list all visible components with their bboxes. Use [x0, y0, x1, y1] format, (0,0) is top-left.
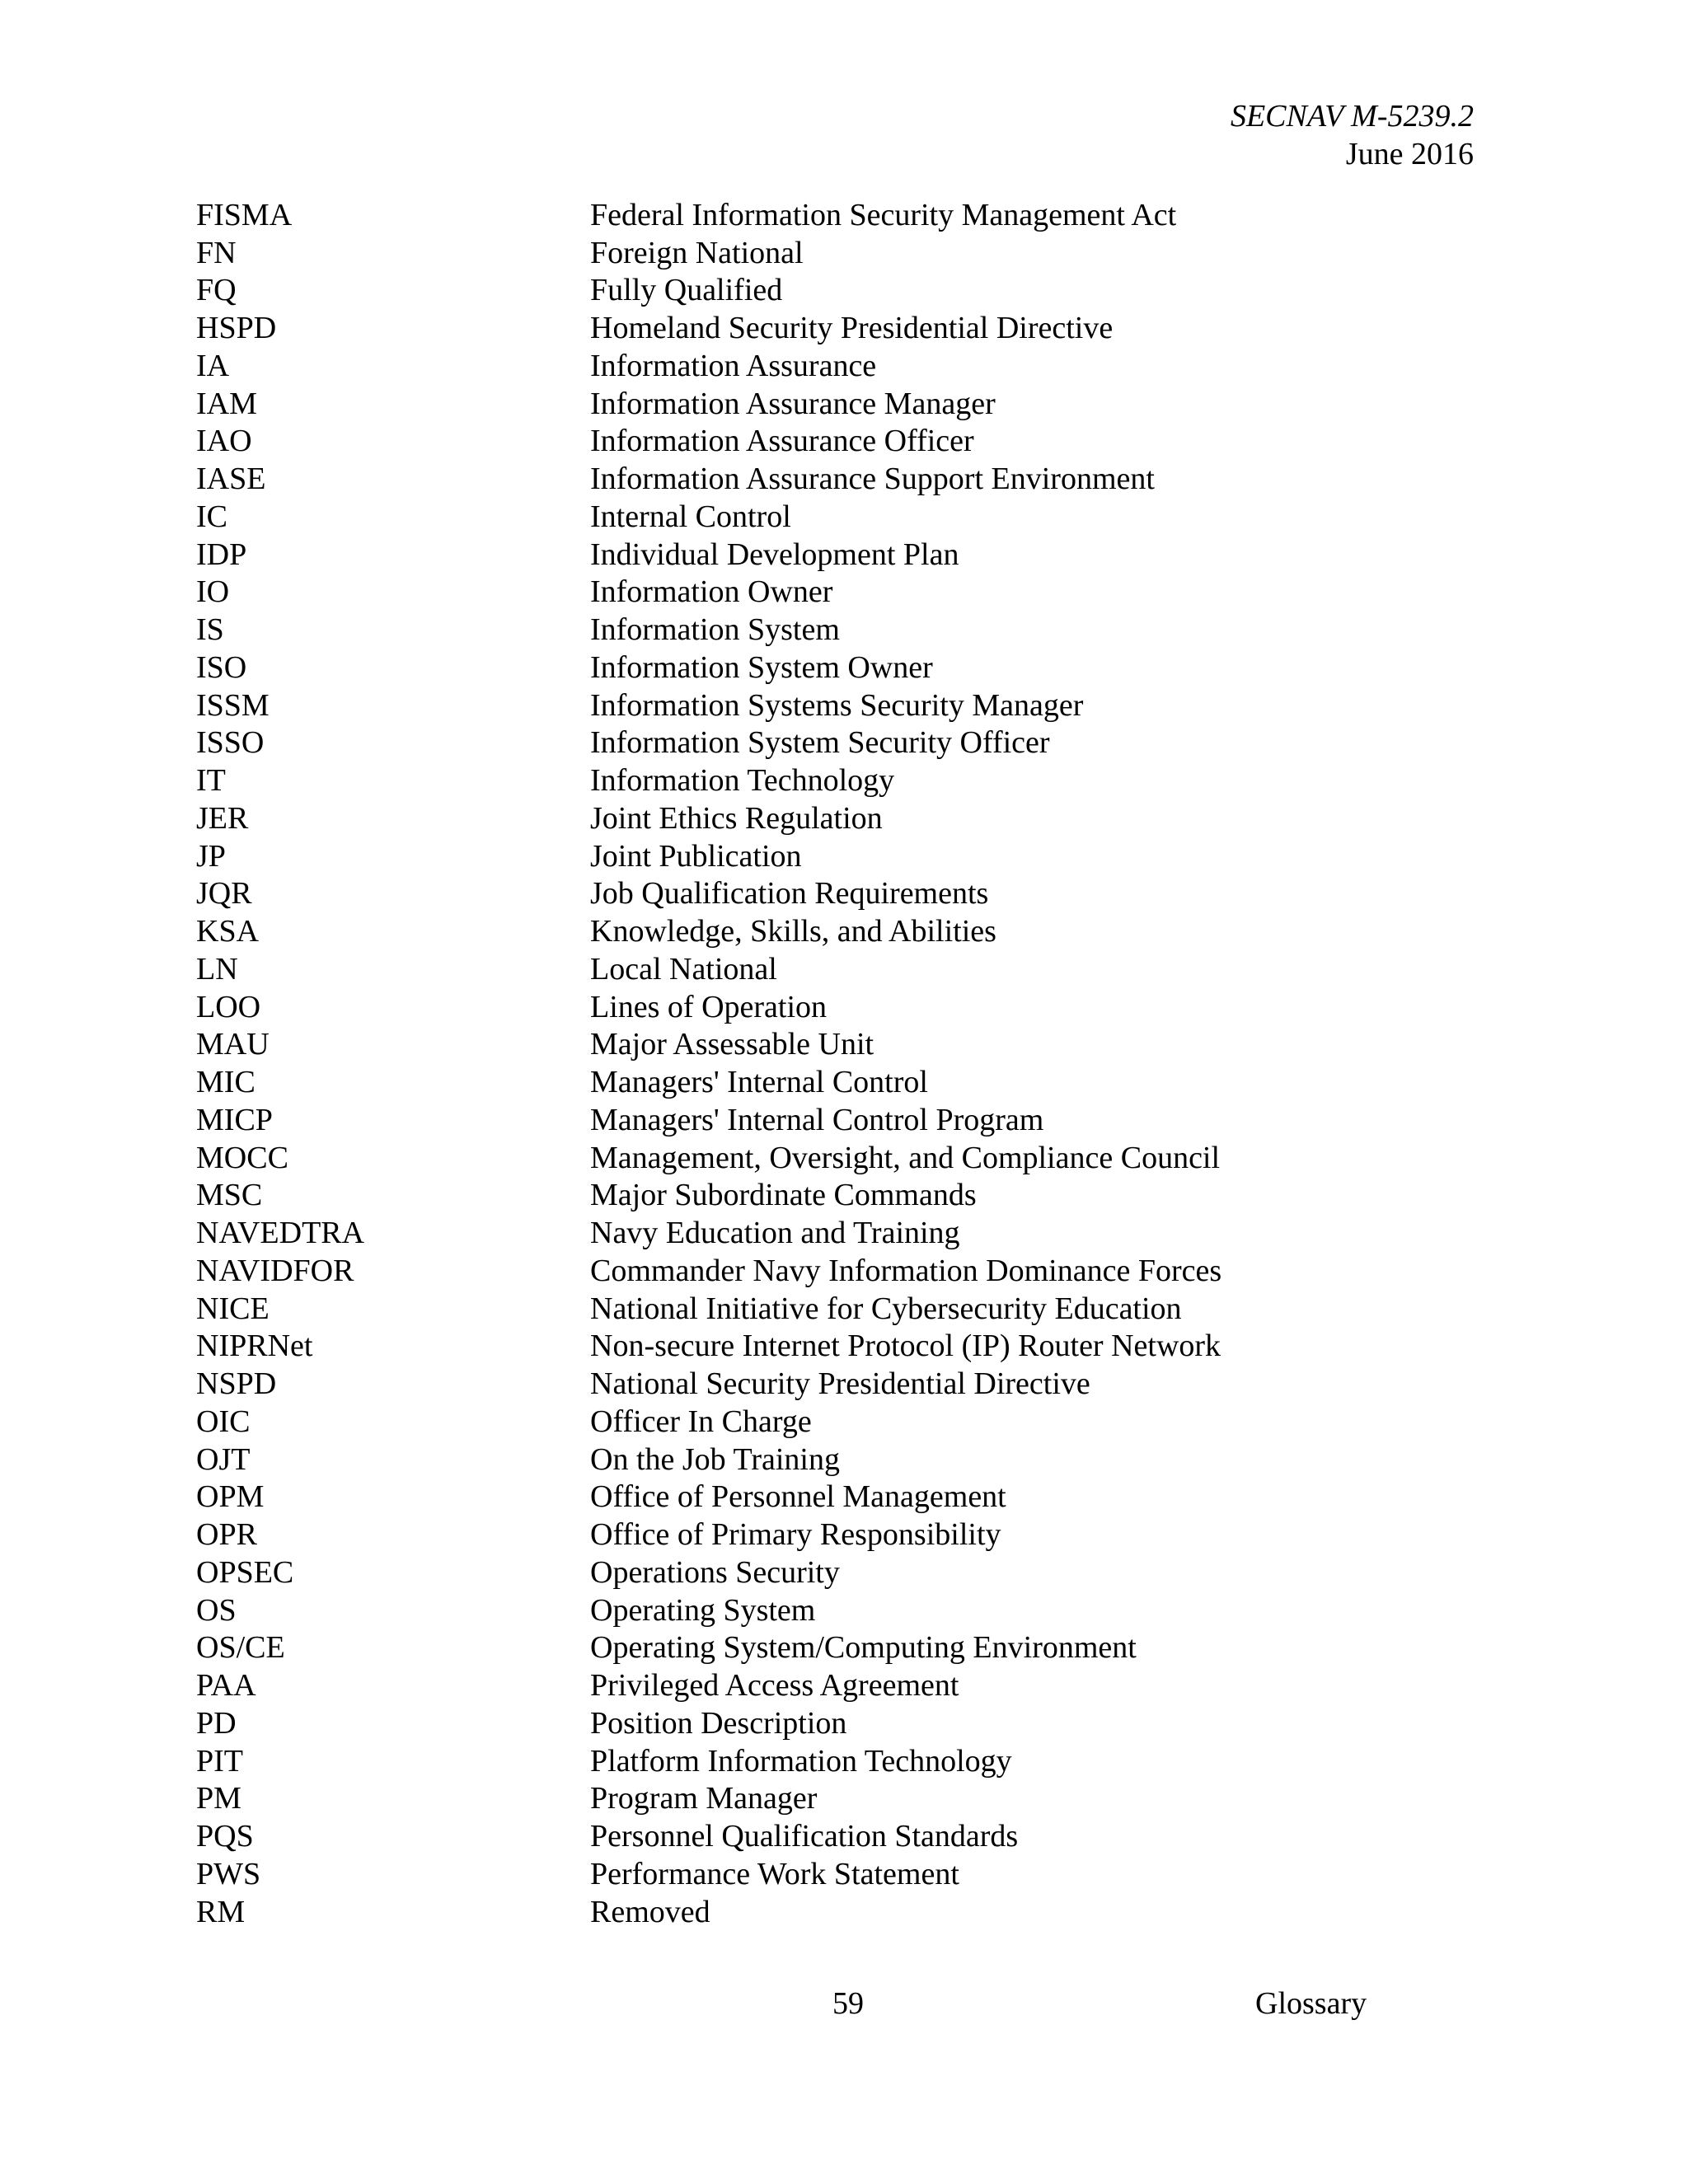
- glossary-abbreviation: PIT: [196, 1743, 243, 1779]
- document-date: June 2016: [1345, 137, 1474, 171]
- glossary-abbreviation: NAVIDFOR: [196, 1253, 354, 1288]
- glossary-abbreviation: IA: [196, 348, 230, 383]
- glossary-row: [196, 1290, 1482, 1328]
- glossary-definition: National Initiative for Cybersecurity Education: [590, 1291, 1182, 1326]
- glossary-abbreviation: IO: [196, 574, 230, 610]
- glossary-abbreviation: JER: [196, 800, 249, 836]
- glossary-row: [196, 385, 1482, 423]
- glossary-definition: Managers' Internal Control: [590, 1065, 928, 1100]
- glossary-row: [196, 1177, 1482, 1215]
- glossary-row: [196, 1666, 1482, 1704]
- glossary-abbreviation: NIPRNet: [196, 1329, 313, 1364]
- glossary-row: [196, 498, 1482, 536]
- glossary-abbreviation: JQR: [196, 876, 252, 912]
- glossary-row: [196, 1591, 1482, 1629]
- glossary-definition: Privileged Access Agreement: [590, 1668, 959, 1704]
- glossary-abbreviation: PD: [196, 1705, 237, 1741]
- glossary-definition: Information System Security Officer: [590, 725, 1050, 761]
- glossary-definition: Operating System/Computing Environment: [590, 1630, 1137, 1666]
- glossary-row: [196, 272, 1482, 310]
- glossary-row: [196, 1139, 1482, 1177]
- section-name: Glossary: [1255, 1986, 1367, 2021]
- glossary-abbreviation: PAA: [196, 1668, 256, 1704]
- glossary-definition: Major Subordinate Commands: [590, 1178, 977, 1213]
- glossary-definition: Foreign National: [590, 235, 804, 270]
- glossary-abbreviation: MIC: [196, 1065, 256, 1100]
- glossary-definition: Information Assurance Officer: [590, 424, 974, 459]
- glossary-abbreviation: OPR: [196, 1517, 257, 1553]
- glossary-abbreviation: RM: [196, 1894, 246, 1929]
- glossary-row: [196, 1479, 1482, 1516]
- glossary-definition: Information System Owner: [590, 649, 933, 685]
- page-footer: [0, 1985, 1688, 2022]
- glossary-row: [196, 1780, 1482, 1818]
- glossary-abbreviation: JP: [196, 838, 226, 874]
- glossary-definition: Navy Education and Training: [590, 1216, 960, 1251]
- glossary-row: [196, 1516, 1482, 1554]
- glossary-abbreviation: ISO: [196, 649, 247, 685]
- glossary-definition: Information Assurance Support Environment: [590, 462, 1155, 497]
- glossary-abbreviation: NICE: [196, 1291, 270, 1326]
- glossary-definition: Non-secure Internet Protocol (IP) Router Network: [590, 1329, 1221, 1364]
- glossary-definition: Information Owner: [590, 574, 833, 610]
- glossary-abbreviation: PWS: [196, 1856, 261, 1891]
- glossary-abbreviation: HSPD: [196, 311, 277, 346]
- glossary-abbreviation: ISSO: [196, 725, 265, 761]
- glossary-row: [196, 1252, 1482, 1290]
- glossary-abbreviation: LN: [196, 951, 238, 987]
- glossary-row: [196, 234, 1482, 272]
- glossary-definition: Removed: [590, 1894, 710, 1929]
- glossary-row: [196, 536, 1482, 574]
- glossary-row: [196, 837, 1482, 875]
- glossary-row: [196, 912, 1482, 950]
- page-header: [1231, 97, 1474, 173]
- glossary-row: [196, 1214, 1482, 1252]
- glossary-definition: On the Job Training: [590, 1441, 840, 1477]
- page-number: 59: [832, 1986, 864, 2021]
- glossary-abbreviation: LOO: [196, 989, 261, 1024]
- glossary-definition: Program Manager: [590, 1781, 818, 1816]
- glossary-definition: Management, Oversight, and Compliance Council: [590, 1140, 1221, 1175]
- glossary-row: [196, 799, 1482, 837]
- glossary-abbreviation: IAM: [196, 386, 257, 421]
- glossary-row: [196, 950, 1482, 988]
- glossary-definition: Information Assurance Manager: [590, 386, 996, 421]
- glossary-abbreviation: MICP: [196, 1102, 273, 1137]
- glossary-abbreviation: OPSEC: [196, 1554, 294, 1590]
- glossary-row: [196, 574, 1482, 612]
- glossary-definition: Information Systems Security Manager: [590, 687, 1084, 723]
- glossary-definition: Individual Development Plan: [590, 537, 959, 572]
- glossary-row: [196, 1365, 1482, 1403]
- glossary-abbreviation: IS: [196, 612, 224, 648]
- glossary-definition: Local National: [590, 951, 777, 987]
- glossary-row: [196, 687, 1482, 724]
- glossary-row: [196, 1328, 1482, 1366]
- glossary-row: [196, 1704, 1482, 1742]
- glossary-definition: Joint Ethics Regulation: [590, 800, 883, 836]
- glossary-row: [196, 1403, 1482, 1441]
- glossary-abbreviation: ISSM: [196, 687, 270, 723]
- glossary-definition: Officer In Charge: [590, 1404, 812, 1439]
- glossary-row: [196, 309, 1482, 347]
- glossary-row: [196, 1742, 1482, 1780]
- glossary-abbreviation: FN: [196, 235, 237, 270]
- glossary-abbreviation: OS/CE: [196, 1630, 285, 1666]
- glossary-row: [196, 1101, 1482, 1139]
- glossary-row: [196, 1893, 1482, 1931]
- glossary-definition: Lines of Operation: [590, 989, 828, 1024]
- glossary-row: [196, 347, 1482, 385]
- glossary-row: [196, 1817, 1482, 1855]
- glossary-definition: Joint Publication: [590, 838, 802, 874]
- glossary-abbreviation: IT: [196, 763, 226, 799]
- glossary-abbreviation: NAVEDTRA: [196, 1216, 365, 1251]
- glossary-abbreviation: IC: [196, 499, 227, 534]
- glossary-abbreviation: MAU: [196, 1027, 270, 1062]
- glossary-abbreviation: NSPD: [196, 1366, 277, 1402]
- glossary-definition: Personnel Qualification Standards: [590, 1819, 1019, 1854]
- glossary-abbreviation: IDP: [196, 537, 247, 572]
- glossary-abbreviation: OPM: [196, 1479, 265, 1515]
- glossary-row: [196, 423, 1482, 461]
- glossary-row: [196, 649, 1482, 687]
- glossary-abbreviation: FISMA: [196, 197, 293, 232]
- glossary-definition: Office of Primary Responsibility: [590, 1517, 1001, 1553]
- glossary-definition: Performance Work Statement: [590, 1856, 959, 1891]
- glossary-abbreviation: OS: [196, 1592, 237, 1628]
- glossary-definition: Information System: [590, 612, 840, 648]
- glossary-row: [196, 1063, 1482, 1101]
- glossary-row: [196, 196, 1482, 234]
- glossary-row: [196, 460, 1482, 498]
- glossary-definition: Knowledge, Skills, and Abilities: [590, 914, 996, 949]
- glossary-abbreviation: FQ: [196, 273, 237, 308]
- glossary-definition: Platform Information Technology: [590, 1743, 1012, 1779]
- glossary-definition: Internal Control: [590, 499, 791, 534]
- glossary-row: [196, 988, 1482, 1026]
- glossary-abbreviation: OIC: [196, 1404, 251, 1439]
- glossary-definition: Information Assurance: [590, 348, 877, 383]
- glossary-abbreviation: OJT: [196, 1441, 251, 1477]
- glossary-row: [196, 1855, 1482, 1893]
- glossary-list: [196, 196, 1482, 1931]
- glossary-definition: Office of Personnel Management: [590, 1479, 1006, 1515]
- glossary-abbreviation: IASE: [196, 462, 266, 497]
- document-id: SECNAV M-5239.2: [1230, 99, 1474, 134]
- glossary-row: [196, 724, 1482, 762]
- glossary-definition: Commander Navy Information Dominance Forces: [590, 1253, 1222, 1288]
- glossary-definition: National Security Presidential Directive: [590, 1366, 1090, 1402]
- glossary-definition: Operating System: [590, 1592, 816, 1628]
- glossary-row: [196, 1629, 1482, 1667]
- glossary-definition: Homeland Security Presidential Directive: [590, 311, 1114, 346]
- glossary-abbreviation: PM: [196, 1781, 241, 1816]
- glossary-definition: Position Description: [590, 1705, 847, 1741]
- glossary-definition: Major Assessable Unit: [590, 1027, 874, 1062]
- glossary-definition: Job Qualification Requirements: [590, 876, 989, 912]
- glossary-definition: Fully Qualified: [590, 273, 783, 308]
- glossary-abbreviation: MOCC: [196, 1140, 288, 1175]
- glossary-definition: Information Technology: [590, 763, 895, 799]
- glossary-row: [196, 611, 1482, 649]
- glossary-definition: Federal Information Security Management Act: [590, 197, 1177, 232]
- glossary-row: [196, 1441, 1482, 1479]
- glossary-abbreviation: KSA: [196, 914, 260, 949]
- glossary-row: [196, 1026, 1482, 1064]
- glossary-definition: Operations Security: [590, 1554, 840, 1590]
- glossary-abbreviation: IAO: [196, 424, 252, 459]
- glossary-row: [196, 762, 1482, 799]
- glossary-abbreviation: PQS: [196, 1819, 254, 1854]
- glossary-row: [196, 875, 1482, 913]
- glossary-row: [196, 1554, 1482, 1591]
- glossary-definition: Managers' Internal Control Program: [590, 1102, 1044, 1137]
- glossary-abbreviation: MSC: [196, 1178, 263, 1213]
